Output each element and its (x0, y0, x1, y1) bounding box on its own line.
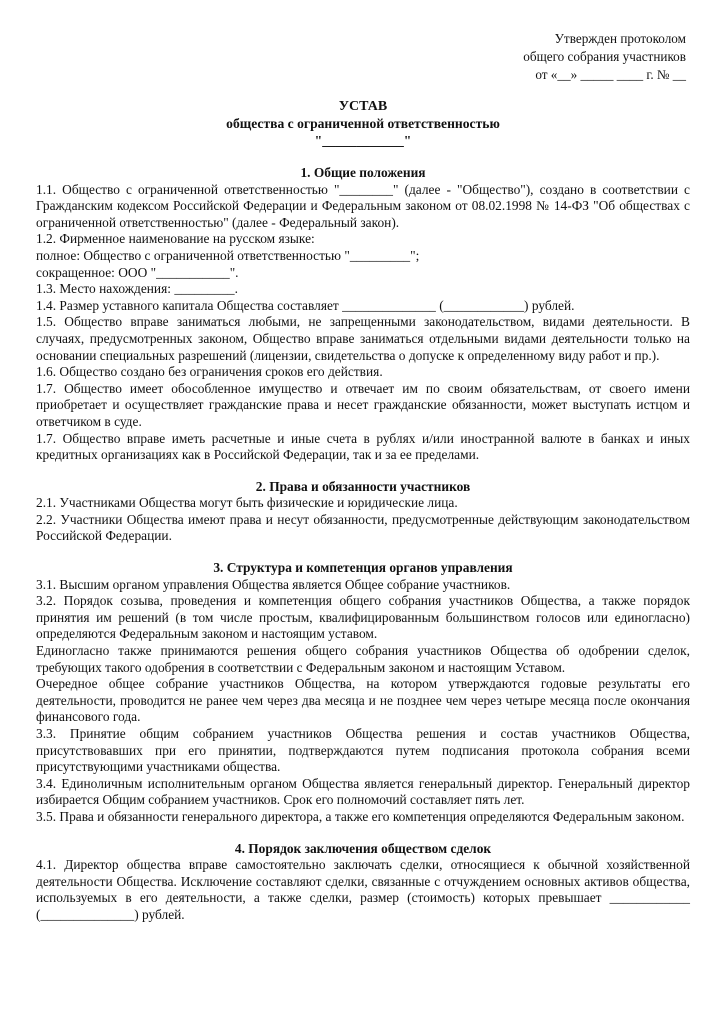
section-4-heading: 4. Порядок заключения обществом сделок (234, 840, 492, 856)
paragraph-3-4: 3.4. Единоличным исполнительным органом Общества является генеральный директор. Генеральный директор избирается Общим собранием участников. Срок его полномочий составляет пять лет. (36, 775, 690, 808)
company-name-blank: "____________" (314, 133, 412, 148)
section-3-heading: 3. Структура и компетенция органов управления (213, 560, 513, 576)
approval-line-2: общего собрания участников (523, 49, 686, 64)
document-title: УСТАВ (338, 99, 388, 114)
paragraph-1-6: 1.6. Общество создано без ограничения сроков его действия. (36, 364, 383, 380)
paragraph-1-1: 1.1. Общество с ограниченной ответственностью "________" (далее - "Общество"), создано в соответствии с Гражданским кодексом Российской Федерации и Федеральным законом от 08.02.1998 № 14-ФЗ "Об обществах с ограниченной ответственностью" (далее - Федеральный закон). (36, 181, 690, 230)
paragraph-1-7: 1.7. Общество имеет обособленное имущество и отвечает им по своим обязательствам, от своего имени приобретает и осуществляет гражданские права и несет гражданские обязанности, может выступать истцом и ответчиком в суде. (36, 380, 690, 429)
paragraph-1-2: 1.2. Фирменное наименование на русском языке: (36, 231, 315, 247)
section-1-heading: 1. Общие положения (300, 165, 426, 180)
paragraph-3-2-unanimous: Единогласно также принимаются решения общего собрания участников Общества об одобрении сделок, требующих такого одобрения в соответствии с Федеральным законом и настоящим Уставом. (36, 643, 690, 675)
paragraph-3-2-annual-meeting: Очередное общее собрание участников Общества, на котором утверждаются годовые результаты его деятельности, проводится не ранее чем через два месяца и не позднее чем через четыре месяца после окончания финансового года. (36, 676, 690, 725)
paragraph-2-1: 2.1. Участниками Общества могут быть физические и юридические лица. (36, 495, 458, 511)
paragraph-1-5: 1.5. Общество вправе заниматься любыми, не запрещенными законодательством, видами деятельности. В случаях, предусмотренных законом, Общество вправе заниматься отдельными видами деятельности только на основании специальных разрешений (лицензии, свидетельства о допуске к определенному виду работ и пр.). (36, 314, 690, 363)
approval-block (523, 30, 686, 84)
paragraph-2-2: 2.2. Участники Общества имеют права и несут обязанности, предусмотренные действующим законодательством Российской Федерации. (36, 511, 690, 544)
paragraph-1-2-full-name: полное: Общество с ограниченной ответственностью "_________"; (36, 247, 420, 263)
paragraph-1-7-accounts: 1.7. Общество вправе иметь расчетные и иные счета в рублях и/или иностранной валюте в банках и иных кредитных организациях как в Российской Федерации, так и за ее пределами. (36, 430, 690, 463)
section-2-heading: 2. Права и обязанности участников (255, 478, 471, 494)
approval-line-3: от «__» _____ ____ г. № __ (535, 67, 686, 82)
paragraph-3-2: 3.2. Порядок созыва, проведения и компетенция общего собрания участников Общества, а также порядок принятия им решений (в том числе простым, квалифицированным большинством голосов или единогласно) определяются Федеральным законом и настоящим уставом. (36, 593, 690, 642)
paragraph-3-5: 3.5. Права и обязанности генерального директора, а также его компетенция определяются Федеральным законом. (36, 808, 685, 824)
paragraph-3-3: 3.3. Принятие общим собранием участников Общества решения и состав участников Общества, присутствовавших при его принятии, подтверждаются путем подписания протокола собрания всеми присутствующими участниками общества. (36, 726, 690, 775)
paragraph-3-1: 3.1. Высшим органом управления Общества является Общее собрание участников. (36, 576, 511, 592)
charter-body (36, 98, 690, 924)
paragraph-1-2-short-name: сокращенное: ООО "___________". (36, 264, 239, 280)
approval-line-1: Утвержден протоколом (554, 31, 686, 46)
paragraph-1-4: 1.4. Размер уставного капитала Общества составляет ______________ (____________) рублей. (36, 297, 575, 313)
document-subtitle: общества с ограниченной ответственностью (226, 116, 500, 131)
paragraph-4-1: 4.1. Директор общества вправе самостоятельно заключать сделки, относящиеся к обычной хозяйственной деятельности Общества. Исключение составляют сделки, связанные с отчуждением основных активов общества, используемых в его деятельности, а также сделки, размер (стоимость) которых превышает ____________ (______________) рублей. (36, 857, 690, 922)
paragraph-1-3: 1.3. Место нахождения: _________. (36, 281, 238, 297)
